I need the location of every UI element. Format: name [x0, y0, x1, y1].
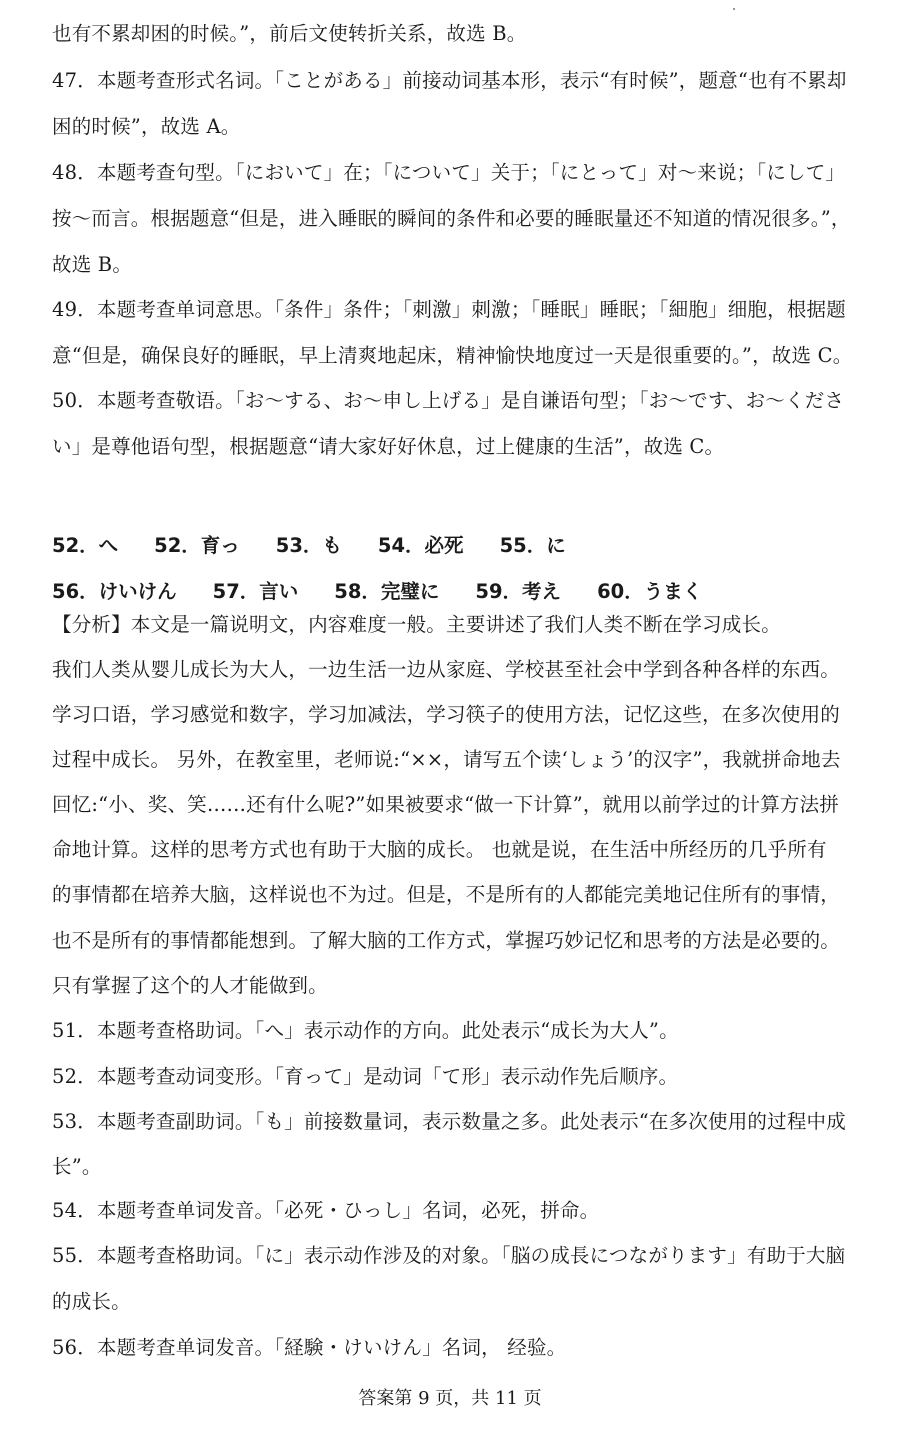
text-line: 56．本题考查单词发音。「経験・けいけん」名词， 经验。 — [52, 1336, 567, 1359]
answer-item: 58．完璧に — [334, 580, 440, 603]
answer-item: 60．うまく — [597, 580, 703, 603]
text-line: 长”。 — [52, 1155, 102, 1178]
answer-item: 56．けいけん — [52, 580, 177, 603]
answer-row-2 — [52, 578, 862, 606]
answer-item: 53．も — [275, 534, 342, 557]
text-line: 52．本题考查动词变形。「育って」是动词「て形」表示动作先后顺序。 — [52, 1065, 679, 1088]
text-line: 53．本题考查副助词。「も」前接数量词，表示数量之多。此处表示“在多次使用的过程中成 — [52, 1110, 846, 1133]
text-line: 故选 B。 — [52, 253, 133, 276]
text-line: 【分析】本文是一篇说明文，内容难度一般。主要讲述了我们人类不断在学习成长。 — [52, 613, 781, 636]
text-line: 48．本题考查句型。「において」在；「について」关于；「にとって」对～来说；「にして」 — [52, 161, 846, 184]
text-line: 回忆:“小、奖、笑……还有什么呢?”如果被要求“做一下计算”，就用以前学过的计算方法拼 — [52, 793, 840, 816]
text-line: 55．本题考查格助词。「に」表示动作涉及的对象。「脳の成長につながります」有助于大脑 — [52, 1244, 846, 1267]
answer-item: 54．必死 — [377, 534, 464, 557]
text-line: 命地计算。这样的思考方式也有助于大脑的成长。 也就是说，在生活中所经历的几乎所有 — [52, 838, 827, 861]
text-line: い」是尊他语句型，根据题意“请大家好好休息，过上健康的生活”，故选 C。 — [52, 435, 725, 458]
text-line: 也有不累却困的时候。”，前后文使转折关系，故选 B。 — [52, 22, 527, 45]
text-line: 54．本题考查单词发音。「必死・ひっし」名词，必死，拼命。 — [52, 1199, 600, 1222]
text-line: 也不是所有的事情都能想到。了解大脑的工作方式，掌握巧妙记忆和思考的方法是必要的。 — [52, 929, 841, 952]
answer-item: 57．言い — [212, 580, 299, 603]
page-footer: 答案第 9 页，共 11 页 — [358, 1388, 542, 1409]
answer-item: 59．考え — [475, 580, 562, 603]
text-line: 按～而言。根据题意“但是，进入睡眠的瞬间的条件和必要的睡眠量还不知道的情况很多。”， — [52, 207, 851, 230]
scan-speck — [733, 8, 735, 10]
text-line: 51．本题考查格助词。「へ」表示动作的方向。此处表示“成长为大人”。 — [52, 1019, 679, 1042]
text-line: 49．本题考查单词意思。「条件」条件；「刺激」刺激；「睡眠」睡眠；「細胞」细胞，根据题 — [52, 298, 846, 321]
text-line: 学习口语，学习感觉和数字，学习加减法，学习筷子的使用方法，记忆这些，在多次使用的 — [52, 703, 841, 726]
answer-row-1 — [52, 532, 862, 560]
text-line: 的成长。 — [52, 1290, 131, 1313]
text-line: 困的时候”，故选 A。 — [52, 115, 241, 138]
text-line: 的事情都在培养大脑，这样说也不为过。但是，不是所有的人都能完美地记住所有的事情， — [52, 883, 841, 906]
text-line: 过程中成长。 另外，在教室里，老师说:“××，请写五个读‘しょう’的汉字”，我就拼命地去 — [52, 748, 841, 771]
text-line: 47．本题考查形式名词。「ことがある」前接动词基本形，表示“有时候”，题意“也有不累却 — [52, 69, 847, 92]
text-line: 50．本题考查敬语。「お～する、お～申し上げる」是自谦语句型；「お～です、お～くださ — [52, 389, 845, 412]
text-line: 我们人类从婴儿成长为大人，一边生活一边从家庭、学校甚至社会中学到各种各样的东西。 — [52, 658, 841, 681]
answer-item: 52．育っ — [154, 534, 240, 557]
answer-item: 55．に — [499, 534, 566, 557]
text-line: 只有掌握了这个的人才能做到。 — [52, 974, 328, 997]
answer-item: 52．へ — [52, 534, 119, 557]
text-line: 意“但是，确保良好的睡眠，早上清爽地起床，精神愉快地度过一天是很重要的。”，故选 C。 — [52, 344, 853, 367]
